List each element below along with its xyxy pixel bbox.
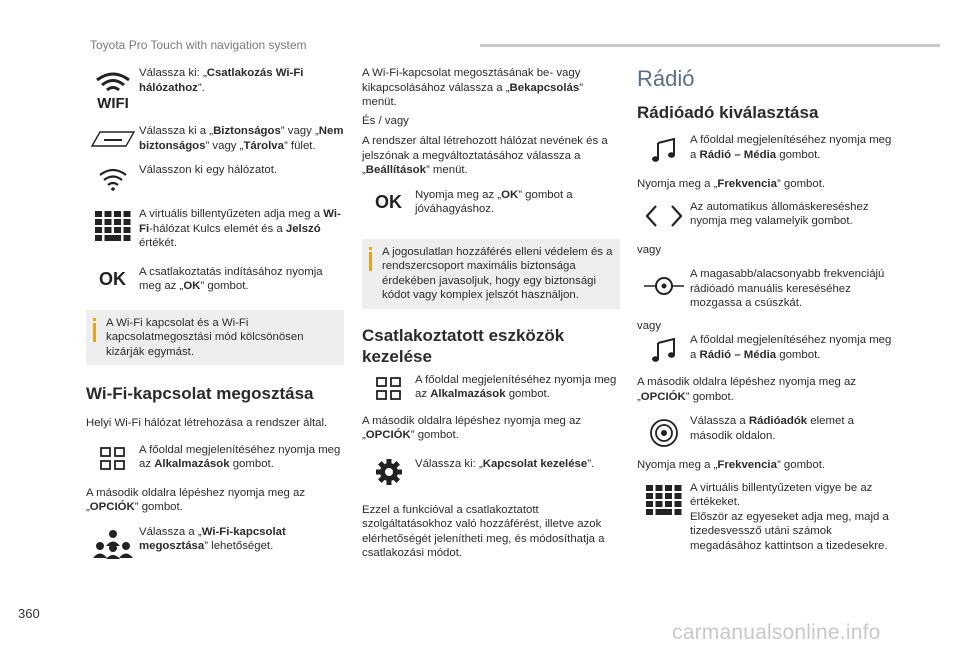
step-text: A virtuális billentyűzeten adja meg a Wi-Fi-hálózat Kulcs elemét és a Jelszó értékét.	[139, 208, 341, 249]
step-text: Nyomja meg az „OK” gombot a jóváhagyáshoz.	[415, 188, 573, 215]
step-text: Válassza ki: „Csatlakozás Wi-Fi hálózathoz”.	[139, 67, 304, 94]
ok-icon: OK	[99, 268, 126, 289]
paragraph: vagy	[637, 319, 662, 332]
section-heading: Rádióadó kiválasztása	[637, 103, 819, 122]
info-icon	[93, 318, 96, 343]
apps-grid-icon	[362, 373, 415, 401]
security-icon	[86, 124, 139, 150]
paragraph: Nyomja meg a „Frekvencia” gombot.	[637, 459, 826, 471]
step-radio-stations	[637, 414, 897, 448]
paragraph: A második oldalra lépéshez nyomja meg az „OPCIÓK” gombot.	[637, 376, 857, 403]
step-select-network	[86, 163, 344, 191]
info-note: A Wi-Fi kapcsolat és a Wi-Fi kapcsolatmegosztási mód kölcsönösen kizárják egymást.	[86, 310, 344, 366]
header-title: Toyota Pro Touch with navigation system	[90, 38, 307, 52]
step-radio-media-2	[637, 333, 897, 363]
step-radio-media	[637, 133, 897, 163]
ok-icon: OK	[375, 191, 402, 212]
step-text: Válasszon ki egy hálózatot.	[139, 164, 278, 176]
gear-icon	[362, 453, 415, 487]
paragraph: Nyomja meg a „Frekvencia” gombot.	[637, 178, 826, 190]
music-note-icon	[637, 333, 690, 363]
header-bar	[480, 44, 940, 47]
paragraph: Helyi Wi-Fi hálózat létrehozása a rendszer által.	[86, 417, 328, 429]
paragraph: A második oldalra lépéshez nyomja meg az „OPCIÓK” gombot.	[86, 486, 306, 513]
step-text: A főoldal megjelenítéséhez nyomja meg az Alkalmazások gombot.	[139, 443, 341, 470]
music-note-icon	[637, 133, 690, 163]
step-text: A csatlakoztatás indításához nyomja meg az „OK” gombot.	[139, 265, 323, 292]
column-3	[637, 66, 897, 561]
users-share-icon	[86, 525, 139, 559]
step-apps	[86, 443, 344, 472]
step-keyboard-entry	[637, 481, 897, 554]
keyboard-icon	[86, 207, 139, 241]
step-text: A főoldal megjelenítéséhez nyomja meg a Rádió – Média gombot.	[690, 134, 892, 161]
chapter-title: Rádió	[637, 66, 695, 91]
keyboard-icon	[637, 481, 690, 515]
step-text: Az automatikus állomáskereséshez nyomja meg valamelyik gombot.	[690, 200, 869, 227]
radio-station-icon	[637, 414, 690, 448]
step-text: A főoldal megjelenítéséhez nyomja meg a Rádió – Média gombot.	[690, 334, 892, 361]
info-icon	[369, 247, 372, 272]
step-share	[86, 525, 344, 559]
step-ok-confirm	[362, 188, 620, 217]
step-manage-connection	[362, 453, 620, 487]
paragraph: És / vagy	[362, 114, 409, 127]
column-2	[362, 66, 620, 569]
step-text: A magasabb/alacsonyabb frekvenciájú rádióadó manuális kereséséhez mozgassa a csúszkát.	[690, 268, 885, 309]
watermark: carmanualsonline.info	[672, 621, 881, 644]
step-text: Válassza ki: „Kapcsolat kezelése”.	[415, 457, 595, 470]
paragraph: A rendszer által létrehozott hálózat nevének és a jelszónak a megváltoztatásához válassza a „Beállítások” menüt.	[362, 135, 608, 176]
prev-next-arrows-icon	[637, 200, 690, 228]
paragraph: vagy	[637, 243, 662, 256]
step-text: A virtuális billentyűzeten vigye be az értékeket. Először az egyeseket adja meg, majd a tizedesvessző utáni számok megadásához kattintson a tizedesekre.	[690, 481, 889, 552]
step-auto-search	[637, 200, 897, 229]
column-1	[86, 66, 344, 567]
wifi-signal-icon	[86, 163, 139, 191]
step-manual-search	[637, 267, 897, 311]
section-heading: Wi-Fi-kapcsolat megosztása	[86, 384, 314, 403]
slider-icon	[637, 267, 690, 297]
step-text: Válassza ki a „Biztonságos” vagy „Nem biztonságos” vagy „Tárolva” fület.	[139, 125, 344, 152]
paragraph: Ezzel a funkcióval a csatlakoztatott szolgáltatásokhoz való hozzáférést, illetve azok elérhetőségét jelenítheti meg, és módosíthatja a csatlakozási módot.	[362, 503, 605, 559]
step-security-tab	[86, 124, 344, 153]
section-heading: Csatlakoztatott eszközök kezelése	[362, 325, 565, 366]
paragraph: A második oldalra lépéshez nyomja meg az „OPCIÓK” gombot.	[362, 414, 582, 441]
step-apps	[362, 373, 620, 402]
step-text: Válassza a „Wi-Fi-kapcsolat megosztása” lehetőséget.	[139, 525, 286, 552]
step-text: A főoldal megjelenítéséhez nyomja meg az Alkalmazások gombot.	[415, 373, 617, 400]
svg-text:WIFI: WIFI	[96, 95, 129, 110]
apps-grid-icon	[86, 443, 139, 471]
info-note: A jogosulatlan hozzáférés elleni védelem és a rendszercsoport maximális biztonsága érdekében javasoljuk, hogy egy biztonsági kódot vagy komplex jelszót használjon.	[362, 239, 620, 309]
step-ok	[86, 265, 344, 294]
wifi-icon	[86, 66, 139, 110]
step-wifi-connect	[86, 66, 344, 110]
paragraph: A Wi-Fi-kapcsolat megosztásának be- vagy kikapcsolásához válassza a „Bekapcsolás” menüt.	[362, 67, 583, 108]
step-keyboard	[86, 207, 344, 251]
page-number: 360	[18, 606, 40, 621]
step-text: Válassza a Rádióadók elemet a második oldalon.	[690, 415, 854, 442]
